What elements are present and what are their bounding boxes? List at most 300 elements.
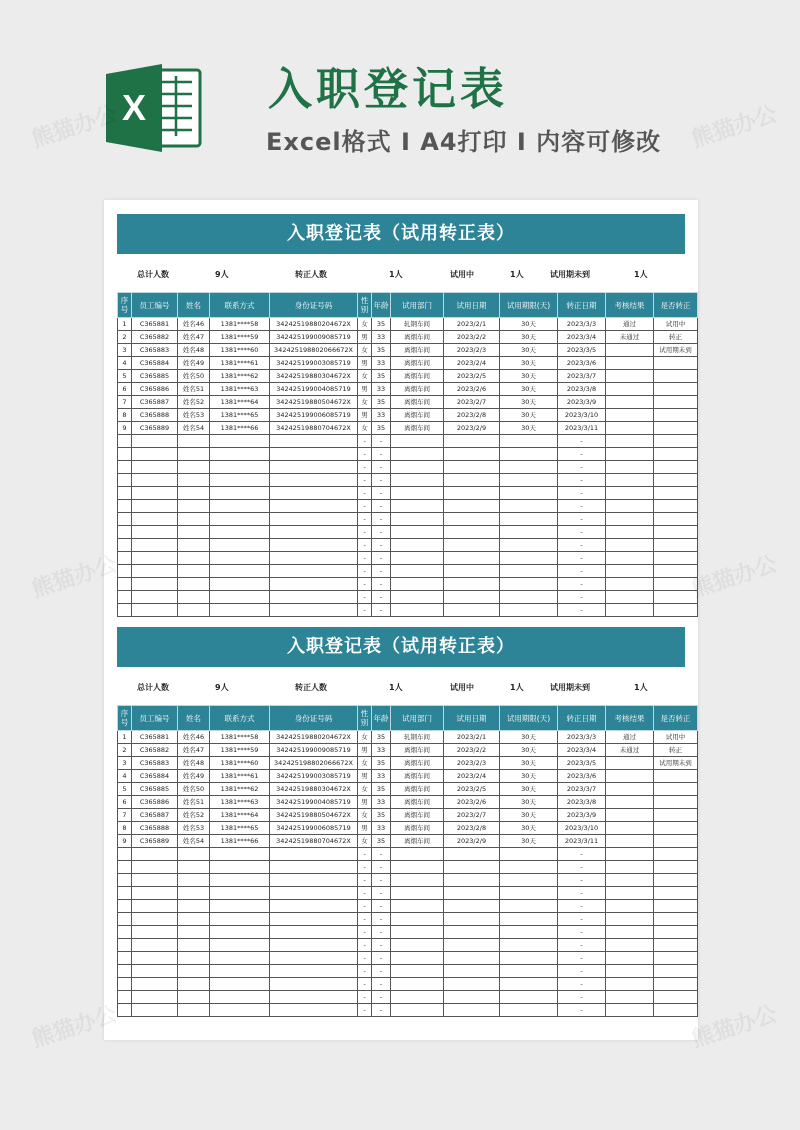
table-cell[interactable] — [500, 526, 558, 539]
table-cell[interactable]: - — [358, 965, 372, 978]
table-cell[interactable] — [118, 591, 132, 604]
table-cell[interactable] — [654, 1004, 698, 1017]
table-cell[interactable] — [654, 591, 698, 604]
table-cell[interactable]: 2023/2/1 — [444, 318, 500, 331]
table-cell[interactable] — [178, 461, 210, 474]
table-cell[interactable]: 3 — [118, 344, 132, 357]
table-cell[interactable]: - — [372, 952, 391, 965]
table-cell[interactable] — [210, 487, 270, 500]
table-cell[interactable] — [654, 861, 698, 874]
table-cell[interactable] — [118, 526, 132, 539]
table-cell[interactable]: 姓名54 — [178, 835, 210, 848]
table-cell[interactable]: 9 — [118, 835, 132, 848]
table-cell[interactable]: 342425199004085719 — [270, 796, 358, 809]
table-cell[interactable] — [606, 757, 654, 770]
table-cell[interactable] — [391, 435, 444, 448]
table-cell[interactable]: 2023/2/3 — [444, 344, 500, 357]
table-cell[interactable] — [606, 809, 654, 822]
table-cell[interactable] — [132, 991, 178, 1004]
table-cell[interactable]: 2023/3/4 — [558, 744, 606, 757]
table-cell[interactable] — [210, 565, 270, 578]
table-cell[interactable] — [391, 926, 444, 939]
table-cell[interactable]: 未通过 — [606, 744, 654, 757]
table-cell[interactable] — [500, 487, 558, 500]
table-cell[interactable] — [500, 913, 558, 926]
table-cell[interactable] — [118, 848, 132, 861]
table-cell[interactable]: 女 — [358, 396, 372, 409]
table-cell[interactable] — [606, 874, 654, 887]
table-cell[interactable]: 35 — [372, 344, 391, 357]
table-cell[interactable]: 姓名47 — [178, 744, 210, 757]
table-cell[interactable] — [118, 604, 132, 617]
table-cell[interactable]: 2 — [118, 331, 132, 344]
table-cell[interactable] — [270, 965, 358, 978]
table-cell[interactable]: - — [358, 565, 372, 578]
table-cell[interactable] — [210, 874, 270, 887]
table-cell[interactable] — [606, 913, 654, 926]
table-cell[interactable] — [391, 500, 444, 513]
table-cell[interactable]: 30天 — [500, 783, 558, 796]
table-cell[interactable] — [132, 861, 178, 874]
table-cell[interactable]: 离烟车间 — [391, 757, 444, 770]
table-cell[interactable]: 342425199006085719 — [270, 822, 358, 835]
table-cell[interactable]: 男 — [358, 357, 372, 370]
table-cell[interactable] — [654, 796, 698, 809]
table-cell[interactable] — [118, 952, 132, 965]
table-cell[interactable] — [270, 474, 358, 487]
table-cell[interactable] — [132, 939, 178, 952]
table-cell[interactable] — [132, 448, 178, 461]
table-cell[interactable]: 33 — [372, 796, 391, 809]
table-cell[interactable] — [444, 939, 500, 952]
table-cell[interactable]: - — [358, 861, 372, 874]
table-cell[interactable] — [606, 396, 654, 409]
table-cell[interactable]: 2023/3/7 — [558, 783, 606, 796]
table-cell[interactable] — [606, 822, 654, 835]
table-cell[interactable]: 女 — [358, 731, 372, 744]
table-cell[interactable] — [444, 848, 500, 861]
table-cell[interactable]: - — [358, 952, 372, 965]
table-cell[interactable]: 女 — [358, 422, 372, 435]
table-cell[interactable] — [391, 939, 444, 952]
table-cell[interactable] — [210, 500, 270, 513]
table-cell[interactable] — [132, 474, 178, 487]
table-cell[interactable] — [606, 965, 654, 978]
table-cell[interactable] — [132, 500, 178, 513]
table-cell[interactable]: 30天 — [500, 396, 558, 409]
table-cell[interactable] — [270, 887, 358, 900]
table-cell[interactable]: 姓名53 — [178, 822, 210, 835]
table-cell[interactable]: 2023/3/10 — [558, 822, 606, 835]
table-cell[interactable] — [118, 578, 132, 591]
table-cell[interactable] — [654, 448, 698, 461]
table-cell[interactable]: 2023/2/9 — [444, 835, 500, 848]
table-cell[interactable] — [654, 500, 698, 513]
table-cell[interactable] — [132, 900, 178, 913]
table-cell[interactable]: - — [558, 526, 606, 539]
table-cell[interactable]: 34242519880204672X — [270, 318, 358, 331]
table-cell[interactable]: 2023/2/7 — [444, 396, 500, 409]
table-cell[interactable]: 试用中 — [654, 731, 698, 744]
table-cell[interactable]: 7 — [118, 396, 132, 409]
table-cell[interactable] — [391, 448, 444, 461]
table-cell[interactable] — [132, 926, 178, 939]
table-cell[interactable]: 3 — [118, 757, 132, 770]
table-cell[interactable] — [178, 526, 210, 539]
table-cell[interactable]: 离烟车间 — [391, 331, 444, 344]
table-cell[interactable] — [178, 991, 210, 1004]
table-cell[interactable] — [654, 835, 698, 848]
table-cell[interactable] — [654, 887, 698, 900]
table-cell[interactable] — [178, 848, 210, 861]
table-cell[interactable]: C365882 — [132, 744, 178, 757]
table-cell[interactable]: 1381****58 — [210, 318, 270, 331]
table-cell[interactable] — [654, 526, 698, 539]
table-cell[interactable]: - — [372, 1004, 391, 1017]
table-cell[interactable] — [606, 604, 654, 617]
table-cell[interactable] — [500, 604, 558, 617]
table-cell[interactable] — [444, 565, 500, 578]
table-cell[interactable]: 1381****58 — [210, 731, 270, 744]
table-cell[interactable]: - — [372, 513, 391, 526]
table-cell[interactable]: 35 — [372, 396, 391, 409]
table-cell[interactable] — [606, 783, 654, 796]
table-cell[interactable]: - — [372, 435, 391, 448]
table-cell[interactable] — [270, 874, 358, 887]
table-cell[interactable] — [210, 552, 270, 565]
table-cell[interactable]: 1381****65 — [210, 409, 270, 422]
table-cell[interactable]: - — [372, 991, 391, 1004]
table-cell[interactable] — [178, 500, 210, 513]
table-cell[interactable] — [118, 461, 132, 474]
table-cell[interactable]: 1381****63 — [210, 796, 270, 809]
table-cell[interactable]: - — [558, 874, 606, 887]
table-cell[interactable]: 男 — [358, 331, 372, 344]
table-cell[interactable] — [132, 578, 178, 591]
table-cell[interactable] — [118, 513, 132, 526]
table-cell[interactable] — [444, 900, 500, 913]
table-cell[interactable]: 1381****66 — [210, 422, 270, 435]
table-cell[interactable] — [606, 422, 654, 435]
table-cell[interactable] — [654, 396, 698, 409]
table-cell[interactable]: 2023/3/7 — [558, 370, 606, 383]
table-cell[interactable] — [391, 952, 444, 965]
table-cell[interactable]: - — [358, 939, 372, 952]
table-cell[interactable]: 2023/2/5 — [444, 370, 500, 383]
table-cell[interactable] — [500, 591, 558, 604]
table-cell[interactable] — [654, 952, 698, 965]
table-cell[interactable] — [654, 770, 698, 783]
table-cell[interactable]: - — [372, 926, 391, 939]
table-cell[interactable] — [606, 848, 654, 861]
table-cell[interactable]: 2023/2/5 — [444, 783, 500, 796]
table-cell[interactable] — [654, 874, 698, 887]
table-cell[interactable]: C365884 — [132, 357, 178, 370]
table-cell[interactable] — [178, 578, 210, 591]
table-cell[interactable] — [654, 565, 698, 578]
table-cell[interactable] — [391, 487, 444, 500]
table-cell[interactable] — [270, 939, 358, 952]
table-cell[interactable] — [270, 952, 358, 965]
table-cell[interactable] — [118, 991, 132, 1004]
table-cell[interactable] — [118, 435, 132, 448]
table-cell[interactable] — [606, 835, 654, 848]
table-cell[interactable] — [444, 474, 500, 487]
table-cell[interactable] — [391, 539, 444, 552]
table-cell[interactable]: C365887 — [132, 396, 178, 409]
table-cell[interactable]: - — [558, 939, 606, 952]
table-cell[interactable]: 30天 — [500, 357, 558, 370]
table-cell[interactable]: 离烟车间 — [391, 383, 444, 396]
table-cell[interactable]: 33 — [372, 822, 391, 835]
table-cell[interactable]: 姓名54 — [178, 422, 210, 435]
table-cell[interactable]: 1381****60 — [210, 757, 270, 770]
table-cell[interactable] — [444, 952, 500, 965]
table-cell[interactable] — [178, 913, 210, 926]
table-cell[interactable] — [444, 926, 500, 939]
table-cell[interactable] — [500, 978, 558, 991]
table-cell[interactable]: 2023/2/8 — [444, 409, 500, 422]
table-cell[interactable]: 4 — [118, 357, 132, 370]
table-cell[interactable]: - — [558, 591, 606, 604]
table-cell[interactable] — [391, 887, 444, 900]
table-cell[interactable]: - — [558, 461, 606, 474]
table-cell[interactable]: 2023/2/9 — [444, 422, 500, 435]
table-cell[interactable] — [132, 487, 178, 500]
table-cell[interactable] — [210, 526, 270, 539]
table-cell[interactable]: C365881 — [132, 731, 178, 744]
table-cell[interactable]: 33 — [372, 331, 391, 344]
table-cell[interactable] — [606, 370, 654, 383]
table-cell[interactable]: 离烟车间 — [391, 357, 444, 370]
table-cell[interactable]: C365886 — [132, 383, 178, 396]
table-cell[interactable] — [270, 461, 358, 474]
table-cell[interactable]: - — [372, 461, 391, 474]
table-cell[interactable] — [606, 939, 654, 952]
table-cell[interactable] — [391, 848, 444, 861]
table-cell[interactable]: 男 — [358, 822, 372, 835]
table-cell[interactable] — [606, 1004, 654, 1017]
table-cell[interactable]: - — [558, 552, 606, 565]
table-cell[interactable]: 4 — [118, 770, 132, 783]
table-cell[interactable]: 30天 — [500, 744, 558, 757]
table-cell[interactable]: - — [558, 500, 606, 513]
table-cell[interactable]: 1381****61 — [210, 770, 270, 783]
table-cell[interactable] — [132, 526, 178, 539]
table-cell[interactable] — [444, 513, 500, 526]
table-cell[interactable]: 姓名48 — [178, 757, 210, 770]
table-cell[interactable] — [132, 513, 178, 526]
table-cell[interactable] — [500, 500, 558, 513]
table-cell[interactable] — [606, 578, 654, 591]
table-cell[interactable]: C365888 — [132, 822, 178, 835]
table-cell[interactable]: 30天 — [500, 422, 558, 435]
table-cell[interactable]: 离烟车间 — [391, 744, 444, 757]
table-cell[interactable]: 34242519880704672X — [270, 835, 358, 848]
table-cell[interactable] — [118, 887, 132, 900]
table-cell[interactable]: 通过 — [606, 731, 654, 744]
table-cell[interactable]: 2023/2/2 — [444, 744, 500, 757]
table-cell[interactable]: 30天 — [500, 383, 558, 396]
table-cell[interactable] — [444, 591, 500, 604]
table-cell[interactable] — [654, 991, 698, 1004]
table-cell[interactable] — [210, 474, 270, 487]
table-cell[interactable] — [132, 965, 178, 978]
table-cell[interactable]: 6 — [118, 796, 132, 809]
table-cell[interactable]: 女 — [358, 757, 372, 770]
table-cell[interactable] — [500, 578, 558, 591]
table-cell[interactable]: 8 — [118, 822, 132, 835]
table-cell[interactable] — [444, 965, 500, 978]
table-cell[interactable]: 7 — [118, 809, 132, 822]
table-cell[interactable]: 2 — [118, 744, 132, 757]
table-cell[interactable]: 2023/3/11 — [558, 422, 606, 435]
table-cell[interactable]: 33 — [372, 744, 391, 757]
table-cell[interactable]: 1381****66 — [210, 835, 270, 848]
table-cell[interactable] — [606, 796, 654, 809]
table-cell[interactable] — [500, 539, 558, 552]
table-cell[interactable] — [132, 435, 178, 448]
table-cell[interactable] — [132, 552, 178, 565]
table-cell[interactable]: - — [372, 526, 391, 539]
table-cell[interactable] — [270, 913, 358, 926]
table-cell[interactable] — [270, 926, 358, 939]
table-cell[interactable] — [391, 474, 444, 487]
table-cell[interactable]: 35 — [372, 370, 391, 383]
table-cell[interactable]: 2023/3/6 — [558, 357, 606, 370]
table-cell[interactable]: 2023/2/4 — [444, 770, 500, 783]
table-cell[interactable] — [178, 539, 210, 552]
table-cell[interactable] — [606, 357, 654, 370]
table-cell[interactable] — [444, 913, 500, 926]
table-cell[interactable] — [391, 461, 444, 474]
table-cell[interactable] — [654, 461, 698, 474]
table-cell[interactable] — [210, 978, 270, 991]
table-cell[interactable]: - — [372, 874, 391, 887]
table-cell[interactable] — [391, 513, 444, 526]
table-cell[interactable]: - — [558, 952, 606, 965]
table-cell[interactable] — [210, 900, 270, 913]
table-cell[interactable]: - — [372, 487, 391, 500]
table-cell[interactable] — [132, 539, 178, 552]
table-cell[interactable]: - — [372, 913, 391, 926]
table-cell[interactable]: 1381****65 — [210, 822, 270, 835]
table-cell[interactable] — [210, 1004, 270, 1017]
table-cell[interactable]: - — [372, 900, 391, 913]
table-cell[interactable]: - — [372, 939, 391, 952]
table-cell[interactable] — [654, 422, 698, 435]
table-cell[interactable]: - — [558, 539, 606, 552]
table-cell[interactable] — [606, 500, 654, 513]
table-cell[interactable]: 轧钢车间 — [391, 731, 444, 744]
table-cell[interactable]: 35 — [372, 422, 391, 435]
table-cell[interactable]: 离烟车间 — [391, 344, 444, 357]
table-cell[interactable]: 姓名52 — [178, 809, 210, 822]
table-cell[interactable] — [178, 952, 210, 965]
table-cell[interactable]: 30天 — [500, 757, 558, 770]
table-cell[interactable] — [210, 435, 270, 448]
table-cell[interactable] — [132, 978, 178, 991]
table-cell[interactable] — [444, 487, 500, 500]
table-cell[interactable]: 33 — [372, 770, 391, 783]
table-cell[interactable]: - — [558, 978, 606, 991]
table-cell[interactable]: 34242519880504672X — [270, 396, 358, 409]
table-cell[interactable]: 2023/3/10 — [558, 409, 606, 422]
table-cell[interactable]: 2023/2/1 — [444, 731, 500, 744]
table-cell[interactable]: 35 — [372, 809, 391, 822]
table-cell[interactable] — [444, 500, 500, 513]
table-cell[interactable] — [118, 939, 132, 952]
table-cell[interactable]: 女 — [358, 783, 372, 796]
table-cell[interactable] — [270, 539, 358, 552]
table-cell[interactable]: 姓名52 — [178, 396, 210, 409]
table-cell[interactable]: - — [372, 978, 391, 991]
table-cell[interactable] — [606, 383, 654, 396]
table-cell[interactable] — [500, 1004, 558, 1017]
table-cell[interactable]: - — [558, 900, 606, 913]
table-cell[interactable]: 33 — [372, 357, 391, 370]
table-cell[interactable]: - — [372, 861, 391, 874]
table-cell[interactable]: 6 — [118, 383, 132, 396]
table-cell[interactable]: 5 — [118, 783, 132, 796]
table-cell[interactable] — [444, 435, 500, 448]
table-cell[interactable]: - — [558, 448, 606, 461]
table-cell[interactable]: - — [358, 500, 372, 513]
table-cell[interactable] — [118, 448, 132, 461]
table-cell[interactable] — [654, 578, 698, 591]
table-cell[interactable]: - — [558, 604, 606, 617]
table-cell[interactable]: - — [358, 874, 372, 887]
table-cell[interactable] — [606, 861, 654, 874]
table-cell[interactable]: - — [372, 887, 391, 900]
table-cell[interactable] — [654, 913, 698, 926]
table-cell[interactable] — [178, 552, 210, 565]
table-cell[interactable] — [178, 565, 210, 578]
table-cell[interactable]: 2023/3/3 — [558, 731, 606, 744]
table-cell[interactable] — [606, 344, 654, 357]
table-cell[interactable] — [606, 487, 654, 500]
table-cell[interactable] — [270, 861, 358, 874]
table-cell[interactable] — [654, 604, 698, 617]
table-cell[interactable] — [270, 578, 358, 591]
table-cell[interactable] — [500, 887, 558, 900]
table-cell[interactable]: 35 — [372, 731, 391, 744]
table-cell[interactable]: 男 — [358, 744, 372, 757]
table-cell[interactable]: 2023/3/3 — [558, 318, 606, 331]
table-cell[interactable] — [444, 978, 500, 991]
table-cell[interactable]: 342425199003085719 — [270, 770, 358, 783]
table-cell[interactable]: - — [372, 474, 391, 487]
table-cell[interactable]: 30天 — [500, 770, 558, 783]
table-cell[interactable] — [391, 591, 444, 604]
table-cell[interactable] — [391, 604, 444, 617]
table-cell[interactable]: 1381****60 — [210, 344, 270, 357]
table-cell[interactable] — [270, 604, 358, 617]
table-cell[interactable]: 姓名49 — [178, 357, 210, 370]
table-cell[interactable] — [500, 900, 558, 913]
table-cell[interactable]: 34242519880304672X — [270, 370, 358, 383]
table-cell[interactable] — [270, 991, 358, 1004]
table-cell[interactable] — [132, 887, 178, 900]
table-cell[interactable] — [178, 926, 210, 939]
table-cell[interactable] — [606, 539, 654, 552]
table-cell[interactable]: - — [558, 991, 606, 1004]
table-cell[interactable] — [444, 991, 500, 1004]
table-cell[interactable] — [270, 1004, 358, 1017]
table-cell[interactable] — [210, 448, 270, 461]
table-cell[interactable] — [132, 461, 178, 474]
table-cell[interactable]: - — [358, 913, 372, 926]
